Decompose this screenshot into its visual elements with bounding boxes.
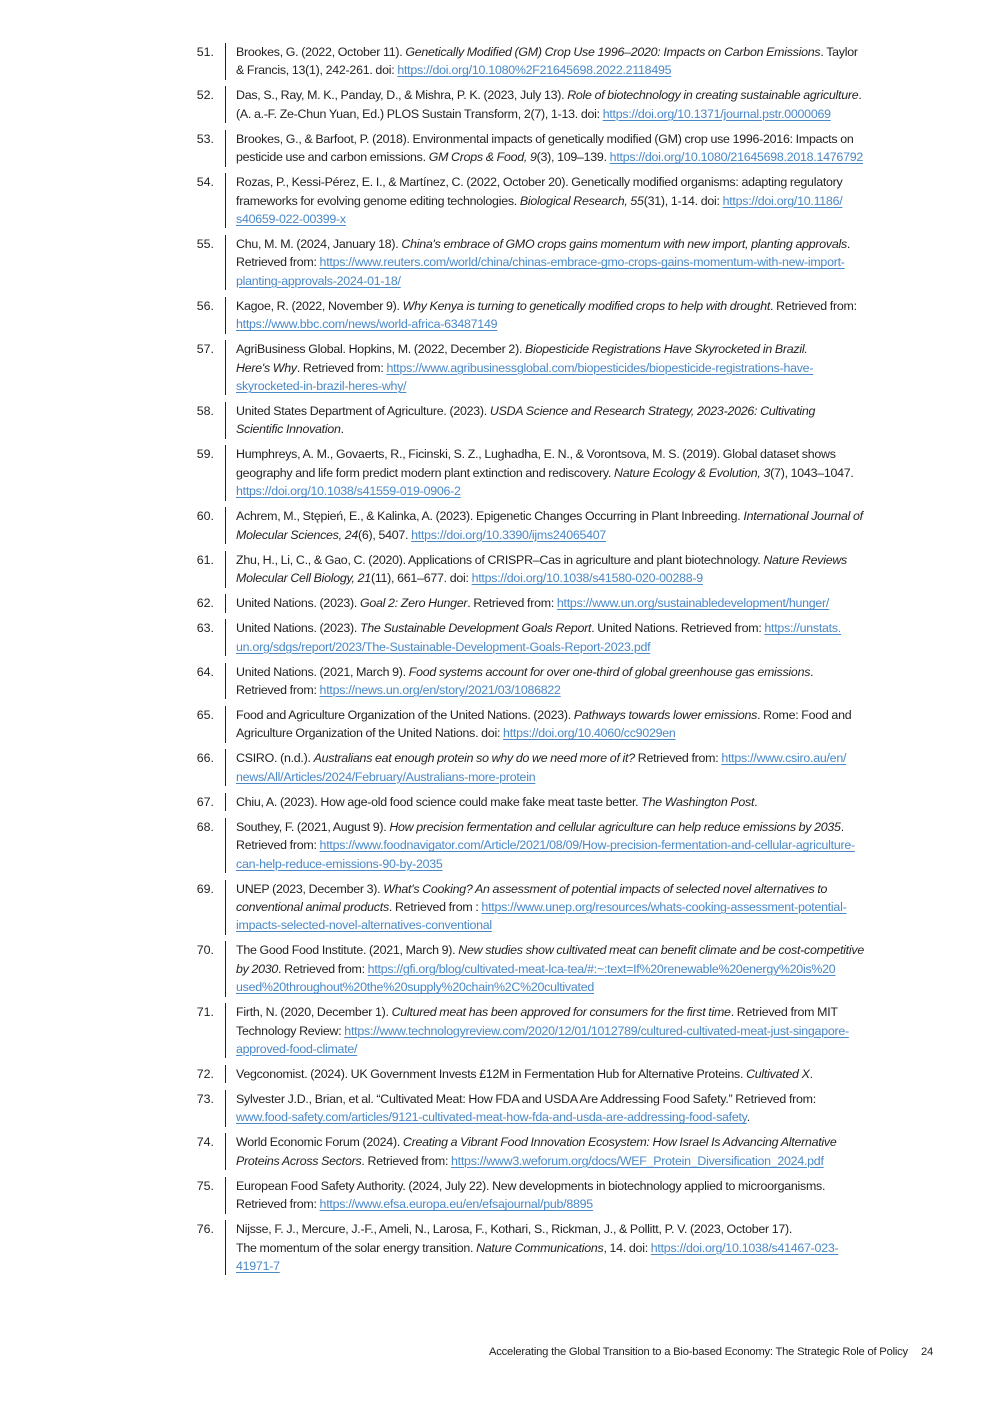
reference-title: Food systems account for over one-third of global greenhouse gas emissions — [408, 664, 811, 679]
reference-segment: geography and life form predict modern plant extinction and rediscovery. — [236, 465, 614, 480]
reference-title: New studies show cultivated meat can benefit climate and be cost-competitive — [458, 943, 864, 958]
reference-title: Goal 2: Zero Hunger — [359, 596, 468, 611]
reference-title: Cultured meat has been approved for consumers for the first time — [391, 1005, 731, 1020]
reference-item — [188, 1177, 938, 1214]
reference-segment: Nijsse, F. J., Mercure, J.-F., Ameli, N., Larosa, F., Kothari, S., Rickman, J., & Pollitt, P. V. (2023, October 17). — [236, 1222, 793, 1237]
reference-item — [188, 507, 938, 544]
reference-title: What's Cooking? An assessment of potential impacts of selected novel alternatives to — [383, 881, 828, 896]
reference-text — [236, 86, 938, 123]
reference-segment: United Nations. (2021, March 9). — [236, 664, 409, 679]
reference-number: 68. — [196, 819, 214, 834]
reference-segment: . — [810, 664, 814, 679]
reference-divider — [225, 1003, 226, 1058]
reference-segment: . — [809, 1066, 813, 1081]
reference-number: 73. — [196, 1091, 214, 1106]
reference-segment: Chiu, A. (2023). How age-old food science could make fake meat taste better. — [236, 794, 642, 809]
reference-segment: Kagoe, R. (2022, November 9). — [236, 298, 403, 313]
footer-title-bold: Accelerating the Global Transition to a Bio-based Economy: — [489, 1346, 773, 1358]
reference-segment: Brookes, G., & Barfoot, P. (2018). Environmental impacts of genetically modified (GM) crop use 1996-2016: Impacts on — [236, 131, 854, 146]
reference-text — [236, 1090, 938, 1127]
reference-text — [236, 551, 938, 588]
reference-number: 63. — [196, 621, 214, 636]
reference-number: 53. — [196, 131, 214, 146]
reference-text — [236, 793, 938, 811]
reference-segment: Vegconomist. (2024). UK Government Invests £12M in Fermentation Hub for Alternative Proteins. — [236, 1066, 747, 1081]
reference-divider — [225, 1065, 226, 1083]
reference-segment: . — [840, 819, 844, 834]
reference-title: China's embrace of GMO crops gains momentum with new import, planting approvals — [401, 237, 847, 252]
reference-text — [236, 1065, 938, 1083]
reference-link[interactable]: https://www.csiro.au/en/ — [721, 751, 847, 766]
reference-title: Nature Ecology & Evolution, 3 — [614, 465, 771, 480]
reference-title: conventional animal products — [236, 899, 389, 914]
reference-segment: CSIRO. (n.d.). — [236, 751, 314, 766]
reference-segment: World Economic Forum (2024). — [236, 1135, 403, 1150]
reference-title: by 2030 — [236, 961, 279, 976]
reference-text — [236, 619, 938, 656]
reference-segment: . Retrieved from: — [361, 1153, 452, 1168]
reference-title: The Sustainable Development Goals Report — [359, 621, 592, 636]
reference-divider — [225, 706, 226, 743]
reference-segment: Retrieved from: — [634, 751, 722, 766]
reference-link[interactable]: https://doi.org/10.1038/s41467-023- — [650, 1240, 839, 1255]
reference-segment: . — [858, 88, 862, 103]
reference-segment: . Retrieved from: — [467, 596, 557, 611]
reference-segment: . — [746, 1110, 750, 1125]
reference-item — [188, 297, 938, 334]
reference-number: 62. — [196, 596, 214, 611]
reference-link[interactable]: https://news.un.org/en/story/2021/03/1086822 — [319, 682, 561, 697]
reference-title: Biological Research, 55 — [519, 193, 644, 208]
reference-segment: . Taylor — [820, 45, 858, 59]
reference-divider — [225, 749, 226, 786]
reference-title: Pathways towards lower emissions — [573, 707, 758, 722]
reference-link[interactable]: https://www.technologyreview.com/2020/12/01/1012789/cultured-cultivated-meat-just-singapore- — [344, 1023, 849, 1038]
reference-segment: Sylvester J.D., Brian, et al. “Cultivated Meat: How FDA and USDA Are Addressing Food Safety.” Retrieved from: — [236, 1091, 816, 1106]
reference-segment: The Good Food Institute. (2021, March 9). — [236, 943, 459, 958]
reference-number: 51. — [196, 45, 214, 59]
reference-link[interactable]: https://doi.org/10.1186/ — [722, 193, 843, 208]
reference-item — [188, 619, 938, 656]
reference-number: 56. — [196, 298, 214, 313]
reference-segment: Food and Agriculture Organization of the United Nations. (2023). — [236, 707, 574, 722]
reference-link[interactable]: https://doi.org/10.1371/journal.pstr.0000069 — [602, 106, 831, 121]
reference-divider — [225, 130, 226, 167]
reference-divider — [225, 297, 226, 334]
reference-link[interactable]: https://doi.org/10.1038/s41559-019-0906-2 — [236, 484, 461, 499]
reference-item — [188, 818, 938, 873]
reference-segment: pesticide use and carbon emissions. — [236, 150, 429, 165]
reference-item — [188, 749, 938, 786]
reference-title: Cultivated X — [746, 1066, 810, 1081]
reference-title: Molecular Cell Biology, 21 — [236, 571, 371, 586]
reference-divider — [225, 551, 226, 588]
reference-item — [188, 86, 938, 123]
reference-text — [236, 941, 938, 996]
reference-text — [236, 340, 938, 395]
reference-title: Molecular Sciences, 24 — [236, 527, 358, 542]
reference-divider — [225, 402, 226, 439]
reference-title: GM Crops & Food, 9 — [428, 150, 537, 165]
reference-text — [236, 173, 938, 228]
reference-segment: & Francis, 13(1), 242-261. doi: — [236, 63, 398, 78]
reference-title: Creating a Vibrant Food Innovation Ecosystem: How Israel Is Advancing Alternative — [402, 1135, 837, 1150]
reference-segment: (6), 5407. — [358, 527, 412, 542]
reference-number: 69. — [196, 881, 214, 896]
reference-segment: . Retrieved from: — [278, 961, 368, 976]
reference-number: 61. — [196, 552, 214, 567]
reference-number: 66. — [196, 751, 214, 766]
reference-divider — [225, 235, 226, 290]
reference-segment: Brookes, G. (2022, October 11). — [236, 45, 406, 59]
reference-segment: (11), 661–677. doi: — [370, 571, 472, 586]
reference-segment: Retrieved from: — [236, 682, 320, 697]
reference-text — [236, 235, 938, 290]
reference-link[interactable]: 41971-7 — [236, 1259, 280, 1273]
reference-text — [236, 1003, 938, 1058]
reference-text — [236, 818, 938, 873]
reference-number: 64. — [196, 664, 214, 679]
reference-item — [188, 793, 938, 811]
reference-item — [188, 551, 938, 588]
reference-divider — [225, 619, 226, 656]
reference-title: The Washington Post — [641, 794, 755, 809]
reference-link[interactable]: https://doi.org/10.3390/ijms24065407 — [411, 527, 607, 542]
reference-title: How precision fermentation and cellular agriculture can help reduce emissions by 2035 — [389, 819, 841, 834]
reference-link[interactable]: news/All/Articles/2024/February/Australians-more-protein — [236, 769, 536, 784]
reference-link[interactable]: https://doi.org/10.1080/21645698.2018.1476792 — [609, 150, 863, 165]
reference-segment: Achrem, M., Stępień, E., & Kalinka, A. (2023). Epigenetic Changes Occurring in Plant Inbreeding. — [236, 509, 744, 524]
reference-number: 57. — [196, 342, 214, 357]
reference-text — [236, 297, 938, 334]
reference-text — [236, 594, 938, 612]
reference-link[interactable]: https://www.agribusinessglobal.com/biopesticides/biopesticide-registrations-have- — [386, 360, 814, 375]
reference-link[interactable]: https://www.bbc.com/news/world-africa-63487149 — [236, 317, 498, 332]
reference-segment: Retrieved from: — [236, 255, 320, 270]
reference-item — [188, 1090, 938, 1127]
reference-text — [236, 663, 938, 700]
reference-item — [188, 402, 938, 439]
reference-segment: (31), 1-14. doi: — [643, 193, 723, 208]
reference-title: Role of biotechnology in creating sustainable agriculture — [567, 88, 859, 103]
reference-link[interactable]: https://doi.org/10.4060/cc9029en — [503, 726, 676, 741]
reference-title: Genetically Modified (GM) Crop Use 1996–2020: Impacts on Carbon Emissions — [405, 45, 821, 59]
reference-segment: Zhu, H., Li, C., & Gao, C. (2020). Applications of CRISPR–Cas in agriculture and plant biotechnology. — [236, 552, 764, 567]
reference-item — [188, 445, 938, 500]
reference-link[interactable]: planting-approvals-2024-01-18/ — [236, 273, 401, 288]
reference-divider — [225, 340, 226, 395]
reference-item — [188, 880, 938, 935]
reference-segment: . Retrieved from : — [388, 899, 482, 914]
reference-segment: AgriBusiness Global. Hopkins, M. (2022, December 2). — [236, 342, 526, 357]
reference-link[interactable]: https://www.unep.org/resources/whats-cooking-assessment-potential- — [481, 899, 847, 914]
reference-item — [188, 941, 938, 996]
reference-divider — [225, 663, 226, 700]
reference-number: 59. — [196, 447, 214, 462]
reference-item — [188, 235, 938, 290]
reference-segment: Technology Review: — [236, 1023, 345, 1038]
reference-item — [188, 1220, 938, 1275]
reference-segment: . Rome: Food and — [757, 707, 852, 722]
reference-segment: (A. a.-F. Ze-Chun Yuan, Ed.) PLOS Sustain Transform, 2(7), 1-13. doi: — [236, 106, 603, 121]
reference-item — [188, 1065, 938, 1083]
reference-segment: Agriculture Organization of the United Nations. doi: — [236, 726, 504, 741]
reference-segment: . Retrieved from MIT — [730, 1005, 838, 1020]
reference-divider — [225, 880, 226, 935]
reference-link[interactable]: www.food-safety.com/articles/9121-cultivated-meat-how-fda-and-usda-are-addressing-food-safety — [236, 1110, 747, 1125]
reference-segment: . — [754, 794, 758, 809]
reference-text — [236, 130, 938, 167]
reference-segment: United Nations. (2023). — [236, 621, 360, 636]
reference-title: USDA Science and Research Strategy, 2023-2026: Cultivating — [489, 404, 816, 419]
reference-segment: Firth, N. (2020, December 1). — [236, 1005, 392, 1020]
reference-text — [236, 749, 938, 786]
reference-number: 74. — [196, 1135, 214, 1150]
reference-link[interactable]: approved-food-climate/ — [236, 1041, 358, 1056]
reference-link[interactable]: https://www.un.org/sustainabledevelopment/hunger/ — [556, 596, 830, 611]
reference-divider — [225, 445, 226, 500]
reference-divider — [225, 507, 226, 544]
footer-title-rest: The Strategic Role of Policy — [772, 1346, 908, 1358]
reference-segment: . — [340, 422, 344, 437]
reference-divider — [225, 43, 226, 80]
reference-segment: The momentum of the solar energy transition. — [236, 1240, 477, 1255]
reference-segment: (3), 109–139. — [536, 150, 610, 165]
reference-number: 60. — [196, 509, 214, 524]
reference-item — [188, 706, 938, 743]
reference-item — [188, 43, 938, 80]
reference-title: International Journal of — [743, 509, 863, 524]
reference-number: 58. — [196, 404, 214, 419]
reference-item — [188, 340, 938, 395]
reference-title: Why Kenya is turning to genetically modified crops to help with drought — [402, 298, 771, 313]
reference-divider — [225, 86, 226, 123]
reference-text — [236, 706, 938, 743]
reference-link[interactable]: un.org/sdgs/report/2023/The-Sustainable-Development-Goals-Report-2023.pdf — [236, 639, 651, 654]
reference-segment: United States Department of Agriculture. (2023). — [236, 404, 490, 419]
reference-item — [188, 594, 938, 612]
reference-segment: United Nations. (2023). — [236, 596, 360, 611]
reference-number: 70. — [196, 943, 214, 958]
reference-divider — [225, 1220, 226, 1275]
reference-link[interactable]: https://unstats. — [764, 621, 841, 636]
reference-link[interactable]: https://www.efsa.europa.eu/en/efsajournal/pub/8895 — [319, 1197, 593, 1212]
reference-title: Australians eat enough protein so why do we need more of it? — [313, 751, 635, 766]
reference-link[interactable]: https://www.foodnavigator.com/Article/2021/08/09/How-precision-fermentation-and-cellular-agriculture- — [319, 838, 855, 853]
reference-segment: European Food Safety Authority. (2024, July 22). New developments in biotechnology applied to microorganisms. — [236, 1178, 826, 1193]
reference-title: Nature Reviews — [763, 552, 847, 567]
reference-item — [188, 173, 938, 228]
reference-number: 54. — [196, 175, 214, 190]
reference-text — [236, 507, 938, 544]
reference-text — [236, 1133, 938, 1170]
reference-link[interactable]: skyrocketed-in-brazil-heres-why/ — [236, 379, 407, 394]
reference-title: Here's Why — [236, 360, 297, 375]
reference-link[interactable]: can-help-reduce-emissions-90-by-2035 — [236, 856, 443, 871]
page-number: 24 — [920, 1346, 933, 1358]
reference-item — [188, 1003, 938, 1058]
reference-segment: Retrieved from: — [236, 1197, 320, 1212]
reference-segment: Chu, M. M. (2024, January 18). — [236, 237, 402, 252]
reference-divider — [225, 1090, 226, 1127]
reference-link[interactable]: https://doi.org/10.1038/s41580-020-00288-9 — [471, 571, 703, 586]
reference-item — [188, 1133, 938, 1170]
reference-divider — [225, 1133, 226, 1170]
reference-link[interactable]: https://www3.weforum.org/docs/WEF_Protein_Diversification_2024.pdf — [451, 1153, 824, 1168]
reference-segment: . — [846, 237, 851, 252]
reference-number: 52. — [196, 88, 214, 103]
reference-segment: UNEP (2023, December 3). — [236, 881, 384, 896]
reference-title: Proteins Across Sectors — [236, 1153, 362, 1168]
reference-text — [236, 880, 938, 935]
page-footer — [0, 1346, 933, 1358]
reference-item — [188, 663, 938, 700]
reference-number: 71. — [196, 1005, 214, 1020]
reference-number: 67. — [196, 794, 214, 809]
reference-divider — [225, 594, 226, 612]
reference-segment: . Retrieved from: — [296, 360, 387, 375]
reference-divider — [225, 1177, 226, 1214]
reference-segment: Das, S., Ray, M. K., Panday, D., & Mishra, P. K. (2023, July 13). — [236, 88, 568, 103]
reference-title: Scientific Innovation — [236, 422, 341, 437]
reference-title: Biopesticide Registrations Have Skyrocketed in Brazil. — [525, 342, 808, 357]
reference-divider — [225, 818, 226, 873]
reference-segment: Retrieved from: — [236, 838, 320, 853]
reference-list — [188, 43, 938, 1282]
reference-link[interactable]: used%20throughout%20the%20supply%20chain%2C%20cultivated — [236, 980, 594, 995]
reference-text — [236, 1177, 938, 1214]
reference-number: 55. — [196, 237, 214, 252]
reference-number: 75. — [196, 1178, 214, 1193]
reference-segment: , 14. doi: — [603, 1240, 651, 1255]
reference-link[interactable]: https://gfi.org/blog/cultivated-meat-lca-tea/#:~:text=If%20renewable%20energy%20is%20 — [367, 961, 836, 976]
reference-link[interactable]: impacts-selected-novel-alternatives-conventional — [236, 918, 492, 933]
reference-divider — [225, 173, 226, 228]
reference-item — [188, 130, 938, 167]
reference-segment: Rozas, P., Kessi-Pérez, E. I., & Martínez, C. (2022, October 20). Genetically modified organisms: adapting regulatory — [236, 175, 843, 190]
reference-text — [236, 43, 938, 80]
reference-text — [236, 402, 938, 439]
reference-segment: . Retrieved from: — [770, 298, 857, 313]
reference-text — [236, 445, 938, 500]
reference-segment: (7), 1043–1047. — [770, 465, 854, 480]
reference-number: 65. — [196, 707, 214, 722]
reference-title: Nature Communications — [476, 1240, 604, 1255]
reference-segment: frameworks for evolving genome editing technologies. — [236, 193, 520, 208]
reference-segment: Humphreys, A. M., Govaerts, R., Ficinski, S. Z., Lughadha, E. N., & Vorontsova, M. S. (2019). Global dataset shows — [236, 447, 836, 462]
reference-text — [236, 1220, 938, 1275]
reference-segment: . United Nations. Retrieved from: — [591, 621, 765, 636]
reference-segment: Southey, F. (2021, August 9). — [236, 819, 390, 834]
reference-divider — [225, 793, 226, 811]
reference-link[interactable]: https://www.reuters.com/world/china/chinas-embrace-gmo-crops-gains-momentum-with-new-import- — [319, 255, 845, 270]
reference-divider — [225, 941, 226, 996]
reference-number: 76. — [196, 1222, 214, 1237]
reference-link[interactable]: s40659-022-00399-x — [236, 212, 346, 227]
reference-number: 72. — [196, 1066, 214, 1081]
reference-link[interactable]: https://doi.org/10.1080%2F21645698.2022.2118495 — [397, 63, 672, 78]
